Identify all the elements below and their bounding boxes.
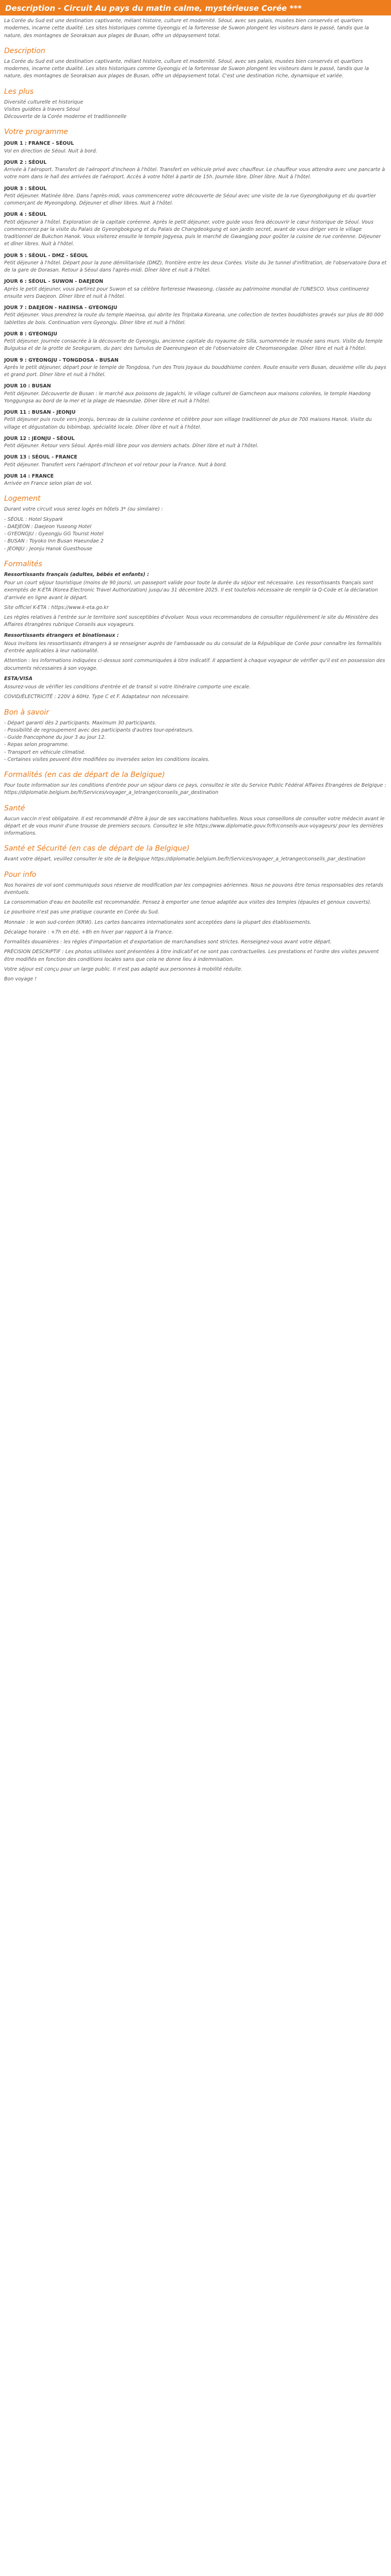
logement-intro: Durant votre circuit vous serez logés en hôtels 3* (ou similaire) :	[4, 506, 163, 513]
sante-belgique-text: Avant votre départ, veuillez consulter le site de la Belgique https://diplomatie.belgium.be/fr/Services/voyager_a_letranger/conseils_par_destination	[4, 856, 366, 862]
day-text: Petit déjeuner puis route vers Jeonju, berceau de la cuisine coréenne et célèbre pour son village traditionnel de plus de 700 maisons Hanok. Visite du village et dégustation du bibimbap, spécialité locale. Dîner libre et nuit à l'hôtel.	[4, 417, 372, 430]
bon-a-savoir-list	[4, 720, 387, 764]
day-text: Petit déjeuner. Découverte de Busan : le marché aux poissons de Jagalchi, le village culturel de Gamcheon aux maisons colorées, le temple Haedong Yonggungsa au bord de la mer et la plage de Haeundae. Dîner libre et nuit à l'hôtel.	[4, 391, 371, 404]
hotel-item: - BUSAN : Toyoko Inn Busan Haeundae 2	[4, 538, 104, 545]
info-text: Le pourboire n'est pas une pratique courante en Corée du Sud.	[4, 909, 159, 916]
formalites-subtitle: ESTA/VISA	[4, 675, 32, 682]
day-title: JOUR 8 : GYEONGJU	[4, 331, 58, 337]
hotel-item: - GYEONGJU : Gyeongju GG Tourist Hotel	[4, 531, 104, 537]
day-text: Après le petit déjeuner, départ pour le temple de Tongdosa, l'un des Trois Joyaux du bouddhisme coréen. Route ensuite vers Busan, deuxième ville du pays et grand port. Dîner libre et nuit à l'hôtel.	[4, 364, 386, 378]
bon-item: - Guide francophone du jour 3 au jour 12.	[4, 735, 106, 740]
page-banner-title: Description - Circuit Au pays du matin calme, mystérieuse Corée ***	[0, 0, 391, 15]
day-text: Petit déjeuner à l'hôtel. Départ pour la zone démilitarisée (DMZ), frontière entre les deux Corées. Visite du 3e tunnel d'infiltration, de l'observatoire Dora et de la gare de Dorasan. Retour à Séoul dans l'après-midi. Dîner libre et nuit à l'hôtel.	[4, 260, 387, 273]
info-text: La consommation d'eau en bouteille est recommandée. Pensez à emporter une tenue adaptée aux visites des temples (épaules et genoux couverts).	[4, 900, 372, 905]
day-text: Vol en direction de Séoul. Nuit à bord.	[4, 148, 97, 154]
section-title-sante-belgique: Santé et Sécurité (en cas de départ de la Belgique)	[4, 844, 190, 853]
bon-item: - Départ garanti dès 2 participants. Maximum 30 participants.	[4, 720, 157, 726]
sante-text: Aucun vaccin n'est obligatoire. Il est recommandé d'être à jour de ses vaccinations habituelles. Nous vous conseillons de consulter votre médecin avant le départ et de vous munir d'une trousse de premiers secours. Consultez le site https://www.diplomatie.gouv.fr/fr/conseils-aux-voyageurs/ pour les dernières informations.	[4, 816, 385, 836]
info-text: Formalités douanières : les règles d'importation et d'exportation de marchandises sont strictes. Renseignez-vous avant votre départ.	[4, 939, 332, 945]
intro-text: La Corée du Sud est une destination captivante, mélant histoire, culture et modernité. Séoul, avec ses palais, musées bien conservés et quartiers modernes, incarne cette dualité. Les sites historiques comme Gyeongju et la forteresse de Suwon plongent les visiteurs dans le passé, tandis que la nature, des montagnes de Seoraksan aux plages de Busan, offre un dépaysement total.	[4, 18, 369, 39]
formalites-subtitle: Ressortissants français (adultes, bébés et enfants) :	[4, 571, 149, 578]
day-title: JOUR 6 : SÉOUL - SUWON - DAEJEON	[4, 279, 104, 285]
day-title: JOUR 2 : SÉOUL	[4, 159, 47, 165]
bon-item: - Repas selon programme.	[4, 742, 69, 748]
main-content	[0, 18, 391, 996]
hotel-item: - SÉOUL : Hotel Skypark	[4, 516, 63, 522]
day-text: Petit déjeuner. Vous prendrez la route du temple Haeinsa, qui abrite les Tripitaka Koreana, une collection de textes bouddhistes gravés sur plus de 80 000 tablettes de bois. Continuation vers Gyeongju. Dîner libre et nuit à l'hôtel.	[4, 312, 384, 326]
day-title: JOUR 4 : SÉOUL	[4, 212, 47, 218]
section-title-plus: Les plus	[4, 87, 34, 96]
info-text: PRÉCISION DESCRIPTIF : Les photos utilisées sont présentées à titre indicatif et ne sont pas contractuelles. Les prestations et l'ordre des visites peuvent être modifiés en fonction des conditions locales sans que cela ne donne lieu à indemnisation.	[4, 949, 379, 962]
formalites-text: COVID/ÉLECTRICITÉ : 220V à 60Hz. Type C et F. Adaptateur non nécessaire.	[4, 694, 190, 700]
day-title: JOUR 13 : SÉOUL - FRANCE	[4, 454, 77, 461]
plus-list	[4, 99, 387, 121]
plus-item: Visites guidées à travers Séoul	[4, 106, 80, 112]
bon-item: - Possibilité de regroupement avec des participants d'autres tour-opérateurs.	[4, 727, 194, 733]
section-title-logement: Logement	[4, 495, 41, 503]
section-title-formalites: Formalités	[4, 560, 42, 568]
hotel-item: - DAEJEON : Daejeon Yuseong Hotel	[4, 523, 92, 530]
plus-item: Découverte de la Corée moderne et traditionnelle	[4, 114, 127, 120]
info-text: Bon voyage !	[4, 976, 37, 982]
section-title-description: Description	[4, 46, 45, 55]
day-text: Arrivée en France selon plan de vol.	[4, 481, 93, 486]
description-text: La Corée du Sud est une destination captivante, mêlant histoire, culture et modernité. Séoul, avec ses palais, musées bien conservés et quartiers modernes, incarne cette dualité. Les sites historiques comme Gyeongju et la forteresse de Suwon plongent les visiteurs dans le passé, tandis que la nature, des montagnes de Seoraksan aux plages de Busan, offre un dépaysement total. C'est une destination riche, dynamique et variée.	[4, 58, 369, 79]
day-title: JOUR 14 : FRANCE	[4, 473, 54, 479]
section-title-pour-info: Pour info	[4, 870, 37, 879]
day-title: JOUR 7 : DAEJEON - HAEINSA - GYEONGJU	[4, 305, 118, 311]
formalites-subtitle: Ressortissants étrangers et binationaux :	[4, 632, 119, 638]
formalites-text: Attention : les informations indiquées ci-dessus sont communiquées à titre indicatif. Il appartient à chaque voyageur de vérifier qu'il est en possession des documents nécessaires à son voyage.	[4, 658, 385, 671]
formalites-link[interactable]: Site officiel K-ETA : https://www.k-eta.go.kr	[4, 604, 109, 611]
info-text: Décalage horaire : +7h en été, +8h en hiver par rapport à la France.	[4, 929, 173, 935]
formalites-text: Pour un court séjour touristique (moins de 90 jours), un passeport valide pour toute la durée du séjour est nécessaire. Les ressortissants français sont exemptés de K-ETA (Korea Electronic Travel Authorization) jusqu'au 31 décembre 2025. Il est toutefois nécessaire de remplir la Q-Code et la déclaration d'arrivée en ligne avant le départ.	[4, 580, 378, 601]
section-title-programme: Votre programme	[4, 128, 68, 137]
formalites-belgique-text: Pour toute information sur les conditions d'entrée pour un séjour dans ce pays, consultez le site du Service Public Fédéral Affaires Étrangères de Belgique : https://diplomatie.belgium.be/fr/Services/voyager_a_letranger/conseils_par_destination	[4, 783, 386, 796]
day-title: JOUR 1 : FRANCE - SÉOUL	[4, 141, 74, 147]
day-text: Après le petit déjeuner, vous partirez pour Suwon et sa célèbre forteresse Hwaseong, classée au patrimoine mondial de l'UNESCO. Vous continuerez ensuite vers Daejeon. Dîner libre et nuit à l'hôtel.	[4, 286, 369, 299]
formalites-text: Nous invitons les ressortissants étrangers à se renseigner auprès de l'ambassade ou du consulat de la République de Corée pour connaître les formalités d'entrée applicables à leur nationalité.	[4, 640, 382, 654]
day-text: Petit déjeuner. Matinée libre. Dans l'après-midi, vous commencerez votre découverte de Séoul avec une visite de la rue Gyeongbokgung et du quartier commerçant de Myeongdong. Déjeuner et dîner libres. Nuit à l'hôtel.	[4, 193, 376, 206]
day-text: Petit déjeuner à l'hôtel. Exploration de la capitale coréenne. Après le petit déjeuner, votre guide vous fera découvrir le cœur historique de Séoul. Vous commencerez par la visite du Palais de Gyeongbokgung et du Palais de Changdeokgung et son jardin secret, avant de vous diriger vers le village traditionnel de Bukchon Hanok. Vous visiterez ensuite le temple Jogyesa, puis le marché de Gwangjang pour goûter la cuisine de rue coréenne. Déjeuner et dîner libres. Nuit à l'hôtel.	[4, 219, 381, 247]
bon-item: - Transport en véhicule climatisé.	[4, 749, 86, 755]
bon-item: - Certaines visites peuvent être modifiées ou inversées selon les conditions locales.	[4, 756, 210, 762]
formalites-text: Assurez-vous de vérifier les conditions d'entrée et de transit si votre itinéraire comporte une escale.	[4, 684, 251, 690]
day-title: JOUR 5 : SÉOUL - DMZ - SÉOUL	[4, 252, 88, 259]
day-text: Petit déjeuner. Journée consacrée à la découverte de Gyeongju, ancienne capitale du royaume de Silla, surnommée le musée sans murs. Visite du temple Bulguksa et de la grotte de Seokguram, du parc des tumulus de Daereungwon et de l'observatoire de Cheomseongdae. Dîner libre et nuit à l'hôtel.	[4, 338, 383, 352]
hotel-list	[4, 516, 387, 553]
section-title-bon-a-savoir: Bon à savoir	[4, 708, 49, 717]
section-title-sante: Santé	[4, 804, 25, 812]
info-text: Monnaie : le won sud-coréen (KRW). Les cartes bancaires internationales sont acceptées dans la plupart des établissements.	[4, 919, 312, 925]
formalites-block	[4, 571, 387, 701]
day-text: Petit déjeuner. Transfert vers l'aéroport d'Incheon et vol retour pour la France. Nuit à bord.	[4, 462, 227, 468]
plus-item: Diversité culturelle et historique	[4, 99, 84, 105]
info-block	[4, 882, 387, 984]
day-text: Petit déjeuner. Retour vers Séoul. Après-midi libre pour vos derniers achats. Dîner libre et nuit à l'hôtel.	[4, 443, 258, 449]
formalites-text: Les règles relatives à l'entrée sur le territoire sont susceptibles d'évoluer. Nous vous recommandons de consulter régulièrement le site du Ministère des Affaires étrangères rubrique Conseils aux voyageurs.	[4, 615, 379, 628]
info-text: Votre séjour est conçu pour un large public. Il n'est pas adapté aux personnes à mobilité réduite.	[4, 966, 243, 972]
hotel-item: - JEONJU : Jeonju Hanok Guesthouse	[4, 546, 92, 552]
day-title: JOUR 12 : JEONJU - SÉOUL	[4, 435, 75, 442]
section-title-formalites-belgique: Formalités (en cas de départ de la Belgique)	[4, 771, 165, 779]
day-title: JOUR 9 : GYEONGJU - TONGDOSA - BUSAN	[4, 357, 119, 363]
day-title: JOUR 11 : BUSAN - JEONJU	[4, 410, 76, 415]
info-text: Nos horaires de vol sont communiqués sous réserve de modification par les compagnies aériennes. Nous ne pouvons être tenus responsables des retards éventuels.	[4, 882, 383, 895]
programme-list	[4, 140, 387, 487]
day-title: JOUR 3 : SÉOUL	[4, 185, 47, 192]
day-title: JOUR 10 : BUSAN	[4, 383, 51, 389]
day-text: Arrivée à l'aéroport. Transfert de l'aéroport d'Incheon à l'hôtel. Transfert en véhicule privé avec chauffeur. Le chauffeur vous attendra avec une pancarte à votre nom dans le hall des arrivées de l'aéroport. Accès à votre hôtel à partir de 15h. Journée libre. Dîner libre. Nuit à l'hôtel.	[4, 167, 385, 180]
